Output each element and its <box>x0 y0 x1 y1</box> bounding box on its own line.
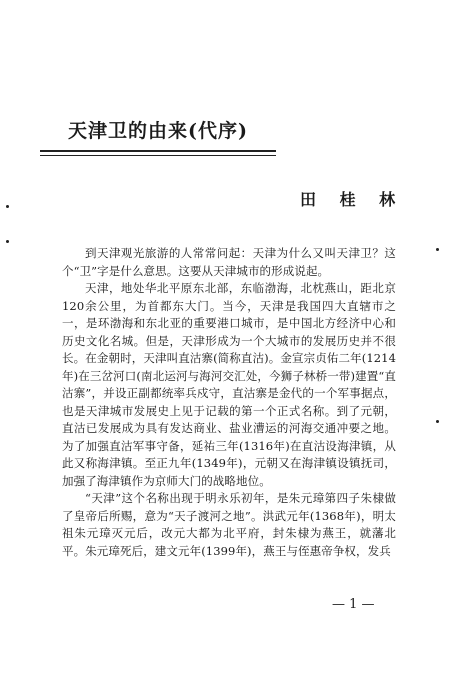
margin-mark <box>436 248 439 251</box>
body-text <box>62 245 396 560</box>
paragraph: 到天津观光旅游的人常常问起：天津为什么又叫天津卫？这个“卫”字是什么意思。这要从天津城市的形成说起。 <box>62 246 396 278</box>
margin-mark <box>436 420 439 423</box>
chapter-title: 天津卫的由来(代序) <box>68 120 248 142</box>
margin-mark <box>6 205 9 208</box>
chapter-title-block <box>40 118 280 156</box>
paragraph: 天津，地处华北平原东北部，东临渤海，北枕燕山，距北京120余公里，为首都东大门。当今，天津是我国四大直辖市之一，是环渤海和东北亚的重要港口城市，是中国北方经济中心和历史文化名城。但是，天津形成为一个大城市的发展历史并不很长。在金朝时，天津叫直沽寨(简称直沽)。金宣宗贞佑二年(1214年)在三岔河口(南北运河与海河交汇处，今狮子林桥一带)建置“直沽寨”，并设正副都统率兵戍守，直沽寨是金代的一个军事据点，也是天津城市发展史上见于记载的第一个正式名称。到了元朝，直沽已发展成为具有发达商业、盐业漕运的河海交通冲要之地。为了加强直沽军事守备，延祐三年(1316年)在直沽设海津镇，从此又称海津镇。至正九年(1349年)，元朝又在海津镇设镇抚司，加强了海津镇作为京师大门的战略地位。 <box>62 281 396 488</box>
paragraph: “天津”这个名称出现于明永乐初年，是朱元璋第四子朱棣做了皇帝后所赐，意为“天子渡河之地”。洪武元年(1368年)，明太祖朱元璋灭元后，改元大都为北平府，封朱棣为燕王，就藩北平。朱元璋死后，建文元年(1399年)，燕王与侄惠帝争权，发兵 <box>62 491 396 558</box>
title-underline-thin <box>40 155 276 156</box>
margin-mark <box>6 240 9 243</box>
page-number: — 1 — <box>332 597 375 612</box>
author-name: 田 桂 林 <box>300 190 405 209</box>
title-underline <box>40 150 276 152</box>
